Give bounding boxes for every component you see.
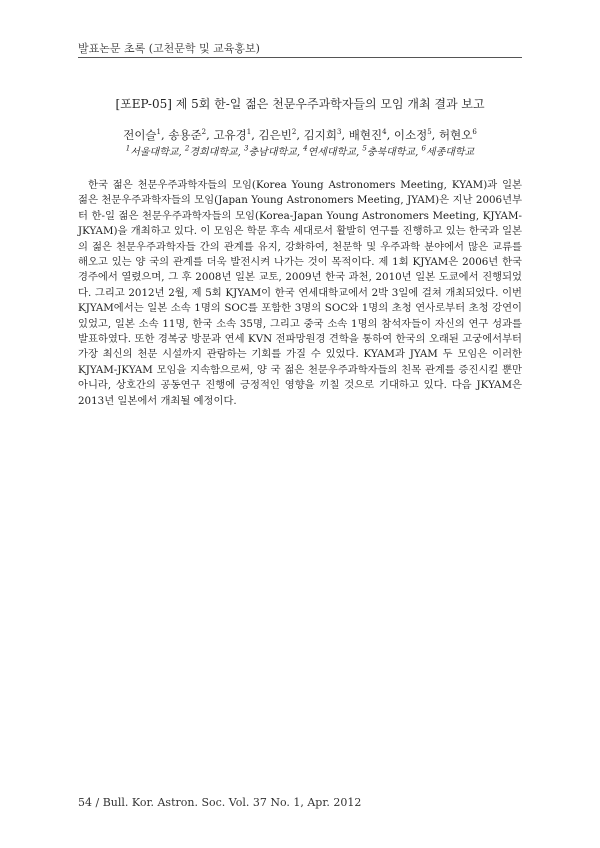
author-name: 김지희 (303, 128, 337, 142)
affiliation (244, 144, 297, 158)
author-name: 이소정 (393, 128, 428, 142)
author-affiliation-mark: 5 (427, 128, 432, 137)
abstract-paragraph: 한국 젊은 천문우주과학자들의 모임(Korea Young Astronomers Meeting, KYAM)과 일본 젊은 천문우주과학자들의 모임(Japan Young Astronomers Meeting, JYAM)은 지난 2006년부터 한-일 젊은 천문우주과학자들의 모임(Korea-Japan Young Astronomers Meeting, KJYAM-JKYAM)을 개최하고 있다. 이 모임은 학문 후속 세대로서 활발히 연구를 진행하고 있는 한국과 일본의 젊은 천문우주과학자들 간의 관계를 유지, 강화하여, 천문학 및 우주과학 분야에서 많은 교류를 해오고 있는 양 국의 관계를 더욱 발전시켜 나가는 것이 목적이다. 제 1회 KJYAM은 2006년 한국 경주에서 열렸으며, 그 후 2008년 일본 교토, 2009년 한국 과천, 2010년 일본 도쿄에서 진행되었다. 그리고 2012년 2월, 제 5회 KJYAM이 한국 연세대학교에서 2박 3일에 걸쳐 개최되었다. 이번 KJYAM에서는 일본 소속 1명의 SOC를 포함한 3명의 SOC와 1명의 초청 연사로부터 초청 강연이 있었고, 일본 소속 11명, 한국 소속 35명, 그리고 중국 소속 1명의 참석자들이 자신의 연구 성과를 발표하였다. 또한 경복궁 방문과 연세 KVN 전파망원경 견학을 통하여 한국의 오래된 고궁에서부터 가장 최신의 천문 시설까지 관람하는 기회를 가질 수 있었다. KYAM과 JYAM 두 모임은 이러한 KJYAM-JKYAM 모임을 지속함으로써, 양 국 젊은 천문우주과학자들의 친목 관계를 증진시킬 뿐만 아니라, 상호간의 공동연구 진행에 긍정적인 영향을 끼칠 것으로 기대하고 있다. 다음 JKYAM은 2013년 일본에서 개최될 예정이다. (78, 179, 522, 407)
abstract (78, 178, 522, 409)
running-header: 발표논문 초록 (고천문학 및 교육홍보) (78, 42, 260, 55)
affiliation-name: 세종대학교 (425, 147, 475, 158)
affiliation (303, 144, 356, 158)
author (123, 128, 161, 142)
author-name: 김은빈 (258, 128, 292, 142)
author-list: 전이슬$^1$, 송용준$^2$, 고유경$^1$, 김은빈$^2$, 김지희$^3$, 배현진$^4$, 이소정$^5$, 허현오$^6$ (123, 128, 477, 142)
author-name: 송용준 (168, 128, 202, 142)
paper-title: [포EP-05] 제 5회 한-일 젊은 천문우주과학자들의 모임 개최 결과 보고 (115, 97, 485, 111)
author-affiliation-mark: 1 (246, 128, 252, 137)
author-affiliation-mark: 2 (291, 128, 297, 137)
affiliation-list: $^1$서울대학교, $^2$경희대학교, $^3$충남대학교, $^4$연세대학교, $^5$충북대학교, $^6$세종대학교 (125, 144, 475, 158)
author (168, 128, 206, 142)
page-footer: 54 / Bull. Kor. Astron. Soc. Vol. 37 No. 1, Apr. 2012 (78, 796, 362, 809)
author (304, 128, 342, 142)
affiliation-name: 연세대학교 (307, 147, 356, 158)
affiliation-name: 경희대학교 (189, 147, 238, 158)
affiliation (184, 144, 238, 158)
header-rule (78, 57, 522, 58)
author-affiliation-mark: 3 (336, 128, 342, 137)
affiliation-number: 4 (303, 144, 308, 153)
author-name: 허현오 (438, 128, 473, 142)
affiliation-name: 서울대학교 (130, 147, 179, 158)
author-name: 고유경 (213, 128, 247, 142)
affiliation-number: 5 (362, 144, 367, 153)
affiliation-number: 6 (421, 144, 426, 153)
author (213, 128, 251, 142)
author (259, 128, 297, 142)
author (349, 128, 387, 142)
affiliation (421, 144, 475, 158)
author-name: 배현진 (348, 128, 383, 142)
affiliation-number: 2 (184, 144, 190, 153)
affiliation (362, 144, 416, 158)
affiliation-number: 1 (125, 144, 131, 153)
affiliation (125, 144, 179, 158)
author (439, 128, 477, 142)
author (394, 128, 432, 142)
author-affiliation-mark: 6 (472, 128, 477, 137)
author-affiliation-mark: 4 (382, 128, 387, 137)
author-affiliation-mark: 2 (201, 128, 207, 137)
affiliation-number: 3 (244, 144, 249, 153)
author-name: 전이슬 (123, 128, 157, 142)
affiliation-name: 충북대학교 (366, 147, 416, 158)
affiliation-name: 충남대학교 (248, 147, 297, 158)
author-affiliation-mark: 1 (156, 128, 162, 137)
